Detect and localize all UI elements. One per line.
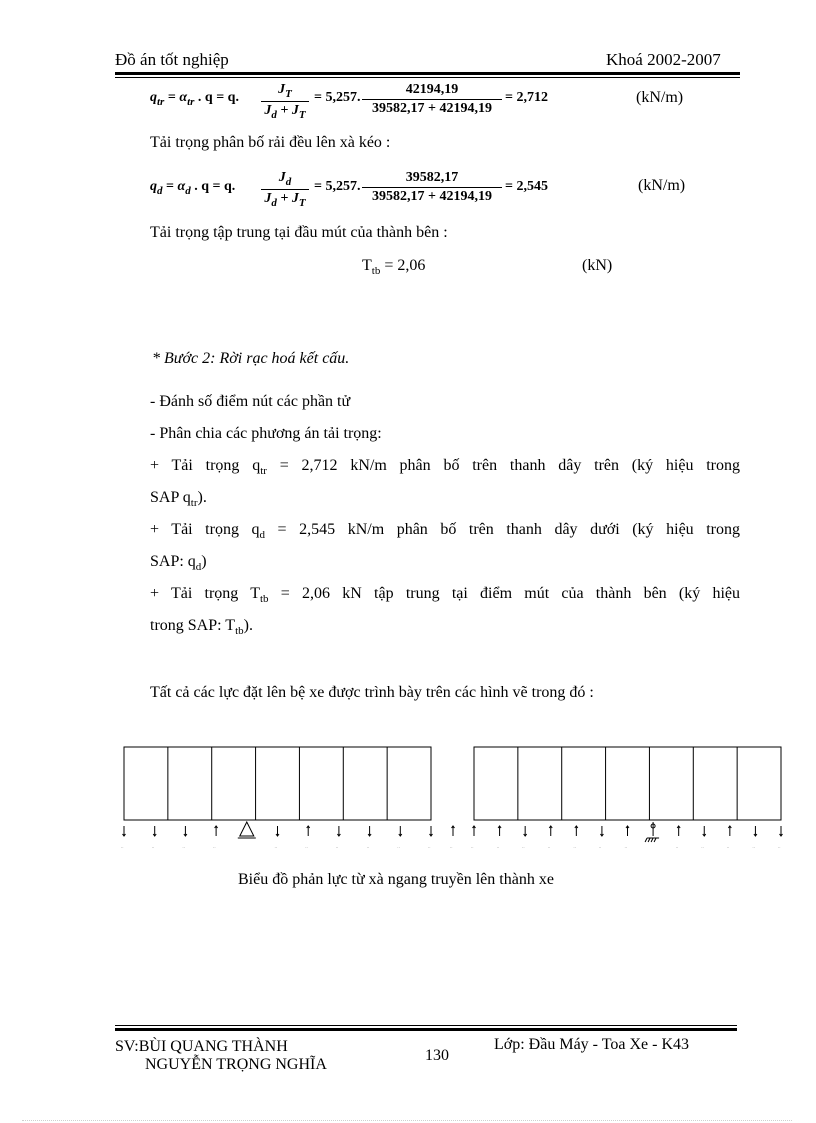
node-label-mark: ·· (752, 845, 755, 850)
list-item-load-ttb-cont: trong SAP: $T_{tb}$). (150, 617, 253, 638)
node-label-mark: ·· (547, 845, 551, 850)
footer-student-1: SV:BÙI QUANG THÀNH (115, 1038, 288, 1055)
formula1-fraction-values: $\frac{42194,19}{39582,17 + 42194,19}$ (362, 82, 502, 117)
formula2-fraction-j: $\frac{J_d}{J_d + J_T}$ (261, 170, 309, 209)
page-bottom-dotted-line (22, 1120, 792, 1121)
formula3-unit: (kN) (582, 257, 613, 274)
node-label-mark: ·· (151, 845, 155, 850)
formula1-result: = 2,712 (505, 90, 548, 105)
formula1-coefficient: = 5,257. (314, 90, 361, 105)
support-hatch (654, 838, 656, 842)
support-symbols (238, 822, 659, 842)
footer-rule-thin (115, 1025, 737, 1026)
node-label-mark: ·· (471, 845, 474, 850)
node-label-mark: ·· (522, 845, 525, 850)
formula1-unit: (kN/m) (636, 89, 684, 106)
node-label-mark: ·· (335, 845, 339, 850)
node-label-mark: ·· (274, 845, 278, 850)
list-item-load-qtr-cont: SAP $q_{tr}$). (150, 489, 207, 510)
footer-page-number: 130 (425, 1047, 449, 1064)
list-item-load-ttb: + Tải trọng $T_{tb} = 2,06$ kN tập trung tại điểm mút của thành bên (ký hiệu (150, 585, 741, 606)
right-frame-panels (474, 747, 781, 820)
node-label-mark: ·· (624, 845, 628, 850)
node-label-mark: ·· (573, 845, 576, 850)
formula2-fraction-values: $\frac{39582,17}{39582,17 + 42194,19}$ (362, 170, 502, 205)
formula1-fraction-j: $\frac{J_T}{J_d + J_T}$ (261, 82, 309, 121)
node-label-mark: ·· (726, 845, 730, 850)
node-label-mark: ·· (305, 845, 308, 850)
node-label-mark: ·· (450, 845, 453, 850)
formula-qd: $q_d = \alpha_d$ . q = q. (150, 179, 236, 197)
text-distributed-load: Tải trọng phân bố rải đều lên xà kéo : (150, 134, 391, 151)
formula2-coefficient: = 5,257. (314, 179, 361, 194)
support-hatch (645, 838, 647, 842)
node-label-mark: ·· (397, 845, 400, 850)
formula-qtr: $q_{tr} = \alpha_{tr}$ . q = q. (150, 90, 239, 108)
formula2-unit: (kN/m) (638, 177, 686, 194)
list-item-load-cases: - Phân chia các phương án tải trọng: (150, 425, 382, 442)
footer-rule-thick (115, 1028, 737, 1031)
pin-support-icon (240, 822, 254, 836)
formula-ttb: $T_{tb} = 2,06$ (362, 257, 426, 278)
right-frame-outline (474, 747, 781, 820)
node-label-mark: ·· (701, 845, 704, 850)
list-item-number-nodes: - Đánh số điểm nút các phần tử (150, 393, 351, 410)
header-left: Đồ án tốt nghiệp (115, 50, 229, 69)
node-label-mark: ·· (366, 845, 370, 850)
header-right: Khoá 2002-2007 (606, 50, 721, 69)
left-frame-panels (124, 747, 431, 820)
node-labels (121, 845, 781, 850)
diagram-caption: Biểu đồ phản lực từ xà ngang truyền lên thành xe (238, 871, 554, 888)
node-label-mark: ·· (213, 845, 216, 850)
node-label-mark: ·· (675, 845, 679, 850)
left-frame-outline (124, 747, 431, 820)
node-label-mark: ·· (598, 845, 602, 850)
step2-title: * Bước 2: Rời rạc hoá kết cấu. (152, 350, 350, 367)
node-label-mark: ·· (428, 845, 431, 850)
support-hatch (648, 838, 650, 842)
node-label-mark: ·· (182, 845, 185, 850)
node-label-mark: ·· (778, 845, 781, 850)
node-label-mark: ·· (121, 845, 124, 850)
formula2-result: = 2,545 (505, 179, 548, 194)
node-label-mark: ·· (496, 845, 500, 850)
text-concentrated-load: Tải trọng tập trung tại đầu mút của thành bên : (150, 224, 448, 241)
support-hatch (651, 838, 653, 842)
list-item-load-qd-cont: SAP: $q_d$) (150, 553, 207, 574)
list-item-load-qd: + Tải trọng $q_d = 2,545$ kN/m phân bố trên thanh dây dưới (ký hiệu trong (150, 521, 740, 542)
reaction-arrows (123, 826, 783, 836)
footer-student-2: NGUYỄN TRỌNG NGHĨA (145, 1056, 327, 1073)
list-item-load-qtr: + Tải trọng $q_{tr} = 2,712$ kN/m phân bố trên thanh dây trên (ký hiệu trong (150, 457, 741, 478)
text-all-forces: Tất cả các lực đặt lên bệ xe được trình bày trên các hình vẽ trong đó : (150, 684, 594, 701)
footer-class: Lớp: Đầu Máy - Toa Xe - K43 (494, 1036, 689, 1053)
